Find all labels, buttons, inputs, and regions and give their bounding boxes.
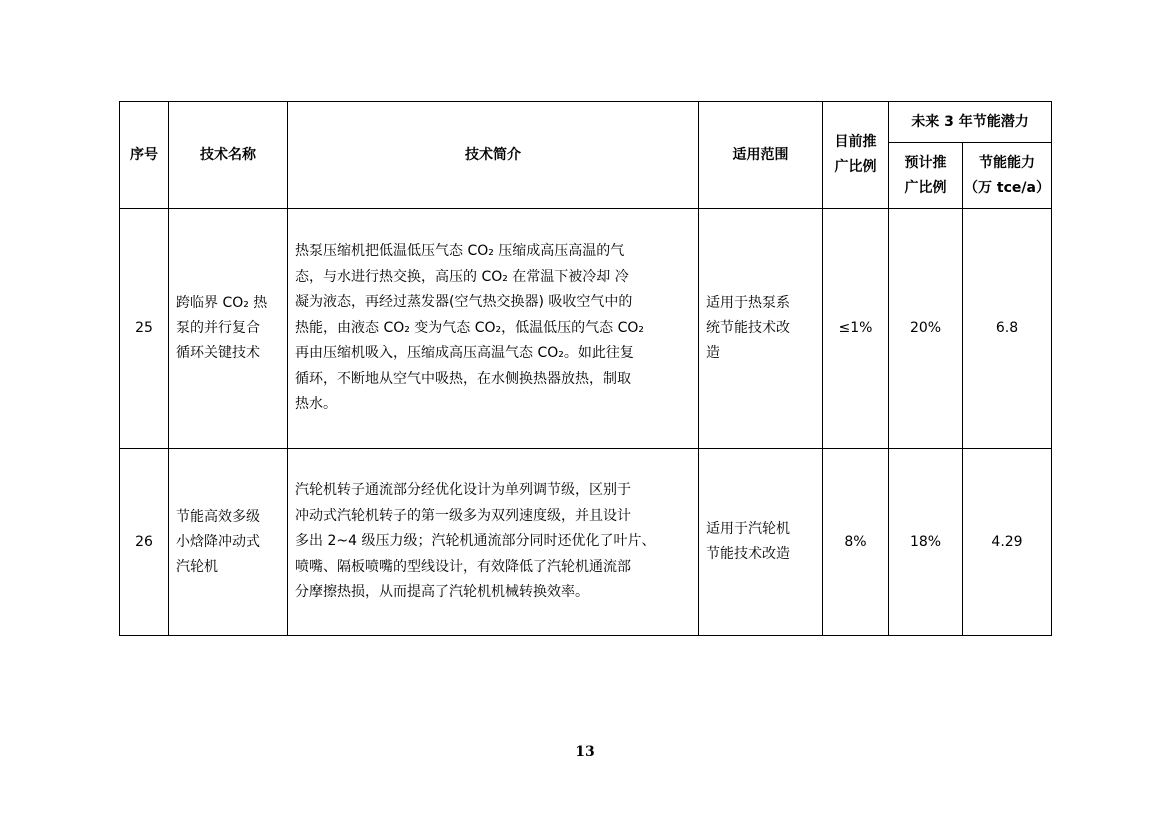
text-line: 循环关键技术 [176, 345, 260, 361]
text-line: 节能高效多级 [176, 508, 260, 525]
header-index: 序号 [120, 102, 169, 209]
text-line: 汽轮机转子通流部分经优化设计为单列调节级，区别于 [295, 482, 631, 499]
text-line: 态，与水进行热交换，高压的 CO₂ 在常温下被冷却 冷 [295, 268, 629, 285]
header-text: 广比例 [904, 179, 947, 196]
header-text: 目前推 [834, 134, 877, 150]
table-row [120, 209, 1052, 449]
row-saving-capacity: 4.29 [963, 449, 1052, 636]
table-row [120, 449, 1052, 636]
text-line: 热泵压缩机把低温低压气态 CO₂ 压缩成高压高温的气 [295, 243, 625, 260]
text-line: 喷嘴、隔板喷嘴的型线设计，有效降低了汽轮机通流部 [295, 558, 631, 575]
text-line: 冲动式汽轮机转子的第一级多为双列速度级，并且设计 [295, 507, 631, 524]
text-line: 汽轮机 [176, 558, 218, 575]
header-description: 技术简介 [288, 102, 699, 209]
header-text: （万 tce/a） [964, 179, 1050, 196]
row-description [288, 209, 699, 449]
header-current-ratio [823, 102, 889, 209]
text-line: 节能技术改造 [706, 546, 790, 562]
row-scope [699, 449, 823, 636]
text-line: 统节能技术改 [706, 320, 790, 336]
text-line: 循环，不断地从空气中吸热，在水侧换热器放热，制取 [295, 370, 631, 387]
row-index: 26 [120, 449, 169, 636]
header-expected-ratio [889, 143, 963, 209]
text-line: 小焓降冲动式 [176, 533, 260, 550]
text-line: 多出 2~4 级压力级；汽轮机通流部分同时还优化了叶片、 [295, 533, 656, 550]
header-text: 广比例 [834, 159, 877, 175]
row-current-ratio: 8% [823, 449, 889, 636]
text-line: 分摩擦热损，从而提高了汽轮机机械转换效率。 [295, 584, 589, 601]
text-line: 凝为液态，再经过蒸发器(空气热交换器) 吸收空气中的 [295, 294, 633, 311]
header-name: 技术名称 [169, 102, 288, 209]
text-line: 适用于汽轮机 [706, 521, 790, 537]
header-saving-capacity [963, 143, 1052, 209]
header-text: 节能能力 [979, 154, 1035, 171]
row-expected-ratio: 20% [889, 209, 963, 449]
text-line: 造 [706, 345, 720, 361]
header-future-group: 未来 3 年节能潜力 [889, 102, 1052, 143]
text-line: 泵的并行复合 [176, 320, 260, 336]
technology-table [119, 101, 1052, 636]
text-line: 热能，由液态 CO₂ 变为气态 CO₂，低温低压的气态 CO₂ [295, 319, 645, 336]
text-line: 跨临界 CO₂ 热 [176, 295, 268, 311]
row-scope [699, 209, 823, 449]
row-expected-ratio: 18% [889, 449, 963, 636]
row-saving-capacity: 6.8 [963, 209, 1052, 449]
row-current-ratio: ≤1% [823, 209, 889, 449]
text-line: 再由压缩机吸入，压缩成高压高温气态 CO₂。如此往复 [295, 345, 634, 362]
row-name [169, 449, 288, 636]
row-name [169, 209, 288, 449]
header-text: 预计推 [904, 154, 947, 171]
header-scope: 适用范围 [699, 102, 823, 209]
row-index: 25 [120, 209, 169, 449]
text-line: 适用于热泵系 [706, 295, 790, 311]
page-number: 13 [575, 744, 595, 760]
row-description [288, 449, 699, 636]
text-line: 热水。 [295, 396, 337, 413]
